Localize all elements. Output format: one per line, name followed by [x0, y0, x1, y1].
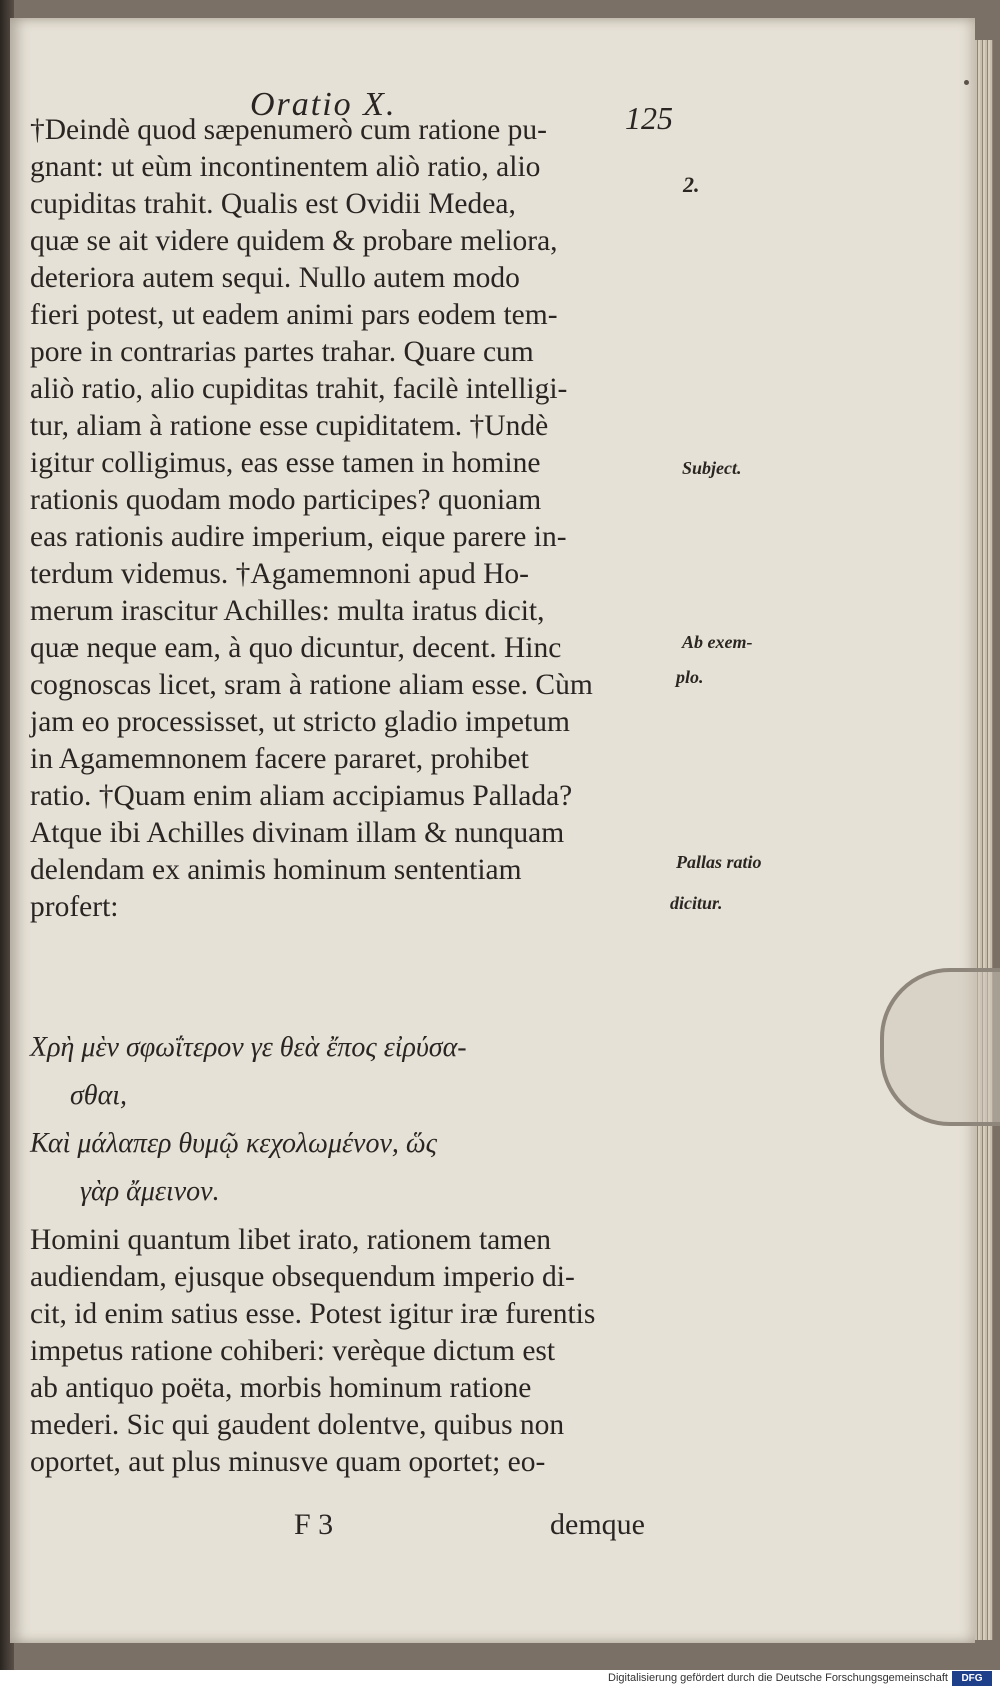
text-line: igitur colligimus, eas esse tamen in homine: [30, 447, 541, 479]
margin-note: plo.: [676, 667, 704, 687]
greek-line: σθαι,: [70, 1080, 128, 1111]
text-line: cit, id enim satius esse. Potest igitur iræ furentis: [30, 1298, 596, 1330]
text-line: profert:: [30, 891, 119, 923]
text-line: rationis quodam modo participes? quoniam: [30, 484, 542, 516]
text-line: terdum videmus. †Agamemnoni apud Ho-: [30, 558, 529, 590]
page-number: 125: [625, 100, 673, 136]
page-edges: [975, 40, 993, 1640]
text-line: deteriora autem sequi. Nullo autem modo: [30, 262, 520, 294]
text-line: Atque ibi Achilles divinam illam & nunquam: [30, 817, 565, 849]
text-line: audiendam, ejusque obsequendum imperio di-: [30, 1261, 575, 1293]
greek-line: Καὶ μάλαπερ θυμῷ κεχολωμένον, ὥς: [30, 1128, 438, 1159]
text-line: fieri potest, ut eadem animi pars eodem tem-: [30, 299, 558, 331]
margin-note: Ab exem-: [682, 632, 753, 652]
margin-note: Pallas ratio: [676, 852, 762, 872]
page-clip: [880, 968, 1000, 1126]
page-mark: [964, 80, 969, 85]
text-line: quæ se ait videre quidem & probare meliora,: [30, 225, 558, 257]
text-line: cognoscas licet, sram à ratione aliam esse. Cùm: [30, 669, 593, 701]
text-line: ratio. †Quam enim aliam accipiamus Pallada?: [30, 780, 573, 812]
greek-line: Χρὴ μὲν σφωΐτερον γε θεὰ ἔπος εἰρύσα-: [30, 1032, 467, 1063]
text-line: mederi. Sic qui gaudent dolentve, quibus non: [30, 1409, 565, 1441]
text-line: pore in contrarias partes trahar. Quare cum: [30, 336, 534, 368]
text-line: delendam ex animis hominum sententiam: [30, 854, 522, 886]
text-line: quæ neque eam, à quo dicuntur, decent. Hinc: [30, 632, 562, 664]
text-line: impetus ratione cohiberi: verèque dictum est: [30, 1335, 556, 1367]
text-line: eas rationis audire imperium, eique parere in-: [30, 521, 567, 553]
greek-line: γὰρ ἄμεινον.: [80, 1176, 220, 1207]
margin-note: 2.: [683, 172, 700, 197]
text-line: jam eo processisset, ut stricto gladio impetum: [30, 706, 570, 738]
signature-mark: F 3: [294, 1508, 334, 1541]
digitization-credit: Digitalisierung gefördert durch die Deutsche Forschungsgemeinschaft: [608, 1672, 948, 1684]
catchword: demque: [550, 1508, 645, 1541]
running-header-title: Oratio X.: [250, 86, 397, 123]
text-line: aliò ratio, alio cupiditas trahit, facilè intelligi-: [30, 373, 568, 405]
margin-note: dicitur.: [670, 893, 723, 913]
text-line: merum irascitur Achilles: multa iratus dicit,: [30, 595, 545, 627]
text-line: tur, aliam à ratione esse cupiditatem. †Undè: [30, 410, 549, 442]
text-line: Homini quantum libet irato, rationem tamen: [30, 1224, 552, 1256]
text-line: †Deindè quod sæpenumerò cum ratione pu-: [30, 114, 547, 146]
margin-note: Subject.: [682, 458, 742, 478]
text-line: in Agamemnonem facere pararet, prohibet: [30, 743, 529, 775]
text-line: gnant: ut eùm incontinentem aliò ratio, alio: [30, 151, 541, 183]
text-line: ab antiquo poëta, morbis hominum ratione: [30, 1372, 532, 1404]
text-line: oportet, aut plus minusve quam oportet; eo-: [30, 1446, 546, 1478]
text-line: cupiditas trahit. Qualis est Ovidii Medea,: [30, 188, 516, 220]
dfg-logo-icon: DFG: [952, 1671, 992, 1686]
